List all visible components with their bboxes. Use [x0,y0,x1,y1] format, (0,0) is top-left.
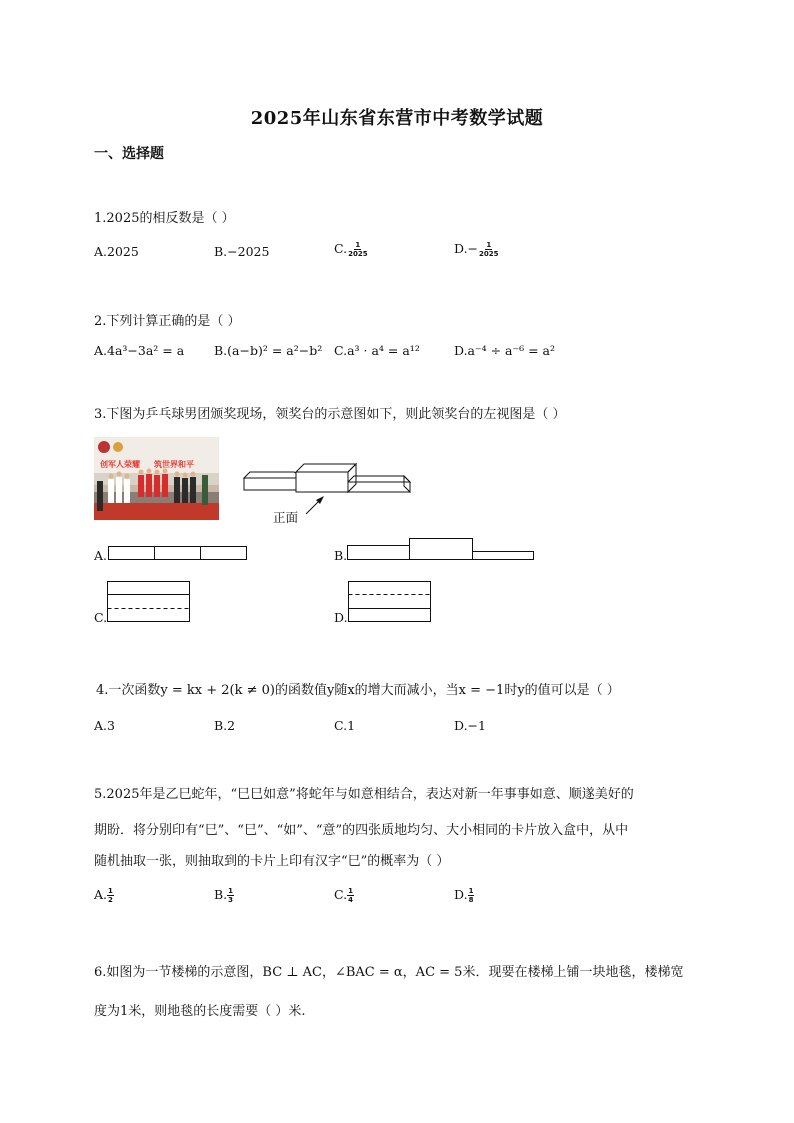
question-3-stem: 3.下图为乒乓球男团颁奖现场，领奖台的示意图如下，则此领奖台的左视图是（ ） [94,407,566,422]
page-title: 2025年山东省东营市中考数学试题 [250,108,544,129]
podium-3d-diagram [240,460,415,525]
q5-option-a-prefix: A. [94,887,108,902]
question-5-line-1: 5.2025年是乙巳蛇年，“巳巳如意”将蛇年与如意相结合，表达对新一年事事如意、顺遂美好的 [94,787,634,802]
q1-option-a: A.2025 [94,244,139,259]
q1-option-b: B.−2025 [214,244,270,259]
fraction-numerator: 1 [228,887,234,895]
award-ceremony-photo [94,437,219,520]
fraction-denominator: 3 [228,896,234,904]
q5-option-c [334,887,354,904]
q1-option-d-prefix: D.− [454,241,479,256]
front-label: 正面 [273,510,299,525]
q2-option-c: C.a³ · a⁴ = a¹² [334,343,420,358]
q5-option-b-fraction [227,887,234,904]
question-6-line-1: 6.如图为一节楼梯的示意图，BC ⊥ AC，∠BAC = α，AC = 5米．现要在楼梯上铺一块地毯，楼梯宽 [94,965,684,980]
q1-option-c-fraction [347,241,368,258]
question-4-stem: 4.一次函数y = kx + 2(k ≠ 0)的函数值y随x的增大而减小，当x = −1时y的值可以是（ ） [96,683,620,698]
q4-option-d: D.−1 [454,718,486,733]
q5-option-d-prefix: D. [454,887,468,902]
q2-option-a: A.4a³−3a² = a [94,343,185,358]
q5-option-c-prefix: C. [334,887,348,902]
photo-banner-text-1: 创军人荣耀 [100,460,140,469]
fraction-denominator: 2025 [479,250,499,258]
fraction-denominator: 8 [468,896,474,904]
section-heading: 一、选择题 [94,146,164,162]
q3-option-b-label: B. [334,548,348,563]
q4-option-c: C.1 [334,718,356,733]
q3-option-d-figure [348,581,433,623]
q5-option-a-fraction [107,887,114,904]
q3-option-a-label: A. [94,548,108,563]
q5-option-b [214,887,234,904]
question-2-stem: 2.下列计算正确的是（ ） [94,314,241,329]
q2-option-b: B.(a−b)² = a²−b² [214,343,323,358]
q1-option-c-prefix: C. [334,241,348,256]
photo-banner-text-2: 筑世界和平 [154,460,194,469]
fraction-numerator: 1 [486,241,492,249]
q1-option-d-fraction [478,241,499,258]
fraction-denominator: 4 [348,896,353,904]
fraction-denominator: 2 [108,896,113,904]
q1-option-d [454,241,500,258]
q3-option-a-figure [108,545,248,561]
fraction-numerator: 1 [348,887,353,895]
question-6-line-2: 度为1米，则地毯的长度需要（ ）米. [94,1004,306,1019]
question-5-line-3: 随机抽取一张，则抽取到的卡片上印有汉字“巳”的概率为（ ） [94,854,450,869]
q3-option-d-label: D. [334,610,348,625]
q3-option-b-figure [347,538,537,562]
q5-option-d-fraction [468,887,475,904]
question-5-line-2: 期盼．将分别印有“巳”、“巳”、“如”、“意”的四张质地均匀、大小相同的卡片放入盒中，从中 [94,823,629,838]
q2-option-d: D.a⁻⁴ ÷ a⁻⁶ = a² [454,343,555,358]
question-1-stem: 1.2025的相反数是（ ） [94,211,235,226]
fraction-numerator: 1 [108,887,113,895]
fraction-numerator: 1 [355,241,361,249]
fraction-denominator: 2025 [348,250,368,258]
q4-option-b: B.2 [214,718,236,733]
q5-option-d [454,887,474,904]
q5-option-b-prefix: B. [214,887,228,902]
q5-option-c-fraction [347,887,354,904]
q5-option-a [94,887,114,904]
fraction-numerator: 1 [468,887,474,895]
q3-option-c-label: C. [94,610,108,625]
q4-option-a: A.3 [94,718,115,733]
q1-option-c [334,241,369,258]
q3-option-c-figure [107,581,192,623]
